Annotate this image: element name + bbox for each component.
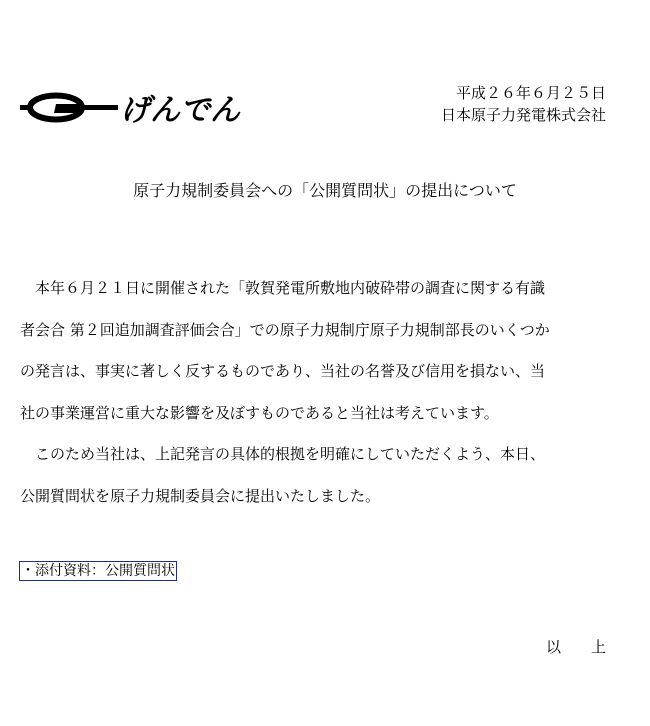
issue-date: 平成２６年６月２５日 <box>455 84 606 102</box>
closing-mark: 以 上 <box>545 638 606 656</box>
attachment-link[interactable]: ・添付資料：公開質問状 <box>21 563 175 579</box>
body-line: 公開質問状を原子力規制委員会に提出いたしました。 <box>20 486 381 505</box>
letter-header <box>441 82 606 126</box>
body-line: 本年６月２１日に開催された「敦賀発電所敷地内破砕帯の調査に関する有識 <box>20 279 546 297</box>
genden-logo-icon <box>20 90 245 126</box>
body-line: 社の事業運営に重大な影響を及ぼすものであると当社は考えています。 <box>20 403 499 422</box>
logo-text: げんでん <box>120 93 240 126</box>
body-line: 者会合 第２回追加調査評価会合」での原子力規制庁原子力規制部長のいくつか <box>20 320 550 339</box>
document-title: 原子力規制委員会への「公開質問状」の提出について <box>133 181 517 200</box>
body-line: の発言は、事実に著しく反するものであり、当社の名誉及び信用を損ない、当 <box>20 362 546 380</box>
body-paragraphs <box>20 268 620 517</box>
body-line: このため当社は、上記発言の具体的根拠を明確にしていただくよう、本日、 <box>20 445 546 463</box>
company-logo <box>20 90 245 126</box>
company-name: 日本原子力発電株式会社 <box>440 106 606 124</box>
